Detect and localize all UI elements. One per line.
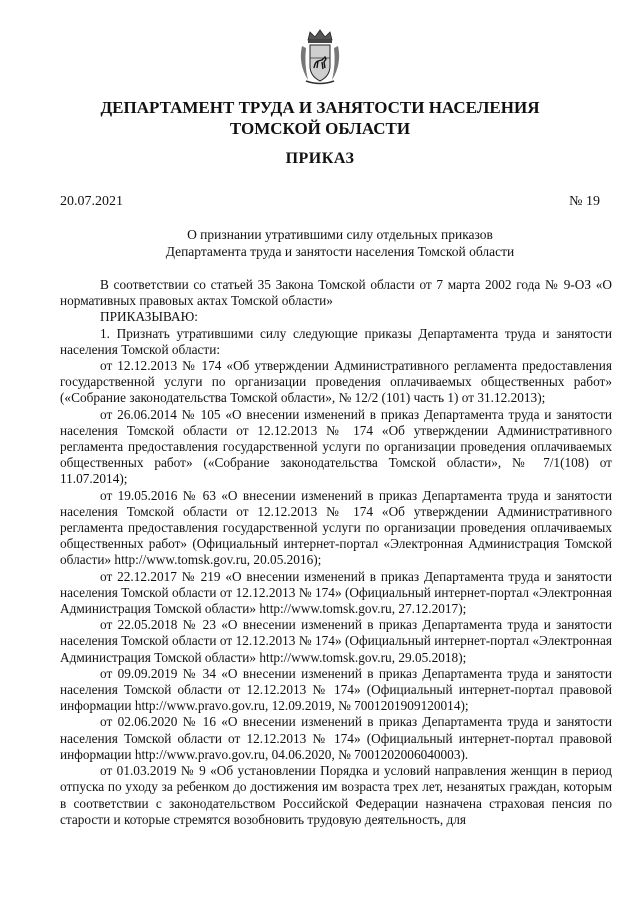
order-list-item: от 22.05.2018 № 23 «О внесении изменений в приказ Департамента труда и занятости населения Томской области от 12.12.2013 № 174» (Официальный интернет-портал «Электронная Администрация Томской области» http://www.tomsk.gov.ru, 29.05.2018); xyxy=(60,617,612,665)
document-number: № 19 xyxy=(569,194,600,209)
order-list-item: от 12.12.2013 № 174 «Об утверждении Административного регламента предоставления государственной услуги по организации проведения оплачиваемых общественных работ» («Собрание законодательства Томской области», № 12/2 (101) часть 1) от 31.12.2013); xyxy=(60,358,612,406)
subject-line-2: Департамента труда и занятости населения Томской области xyxy=(165,244,515,259)
subject-line-1: О признании утратившими силу отдельных приказов xyxy=(187,227,493,242)
item-1-intro: 1. Признать утратившими силу следующие приказы Департамента труда и занятости населения Томской области: xyxy=(60,325,612,357)
department-line-1: ДЕПАРТАМЕНТ ТРУДА И ЗАНЯТОСТИ НАСЕЛЕНИЯ xyxy=(100,98,540,117)
tomsk-oblast-coat-of-arms-icon xyxy=(296,28,344,88)
document-type-title: ПРИКАЗ xyxy=(285,150,355,167)
order-directive: ПРИКАЗЫВАЮ: xyxy=(100,309,198,325)
order-list-item: от 02.06.2020 № 16 «О внесении изменений в приказ Департамента труда и занятости населения Томской области от 12.12.2013 № 174» (Официальный интернет-портал правовой информации http://www.pravo.gov.ru, 04.06.2020, № 7001202006040003). xyxy=(60,714,612,762)
order-list-item: от 19.05.2016 № 63 «О внесении изменений в приказ Департамента труда и занятости населения Томской области от 12.12.2013 № 174 «Об утверждении Административного регламента предоставления государственной услуги по организации проведения оплачиваемых общественных работ» (Официальный интернет-портал «Электронная Администрация Томской области» http://www.tomsk.gov.ru, 20.05.2016); xyxy=(60,487,612,568)
order-list-item: от 01.03.2019 № 9 «Об установлении Порядка и условий направления женщин в период отпуска по уходу за ребенком до достижения им возраста трех лет, незанятых граждан, которым в соответствии с законодательством Российской Федерации назначена страховая пенсия по старости и которые стремятся возобновить трудовую деятельность, для xyxy=(60,763,612,827)
department-line-2: ТОМСКОЙ ОБЛАСТИ xyxy=(229,119,411,138)
department-name xyxy=(60,97,580,139)
document-date: 20.07.2021 xyxy=(60,194,123,209)
document-subject xyxy=(60,226,620,260)
order-list-item: от 22.12.2017 № 219 «О внесении изменений в приказ Департамента труда и занятости населения Томской области от 12.12.2013 № 174» (Официальный интернет-портал «Электронная Администрация Томской области» http://www.tomsk.gov.ru, 27.12.2017); xyxy=(60,568,612,617)
preamble-paragraph: В соответствии со статьей 35 Закона Томской области от 7 марта 2002 года № 9-ОЗ «О нормативных правовых актах Томской области» xyxy=(60,277,612,309)
order-list-item: от 26.06.2014 № 105 «О внесении изменений в приказ Департамента труда и занятости населения Томской области от 12.12.2013 № 174 «Об утверждении Административного регламента предоставления государственной услуги по организации проведения оплачиваемых общественных работ» («Собрание законодательства Томской области», № 7/1(108) от 11.07.2014); xyxy=(60,406,612,487)
document-body xyxy=(60,277,612,828)
order-list-item: от 09.09.2019 № 34 «О внесении изменений в приказ Департамента труда и занятости населения Томской области от 12.12.2013 № 174» (Официальный интернет-портал правовой информации http://www.pravo.gov.ru, 12.09.2019, № 7001201909120014); xyxy=(60,665,612,714)
